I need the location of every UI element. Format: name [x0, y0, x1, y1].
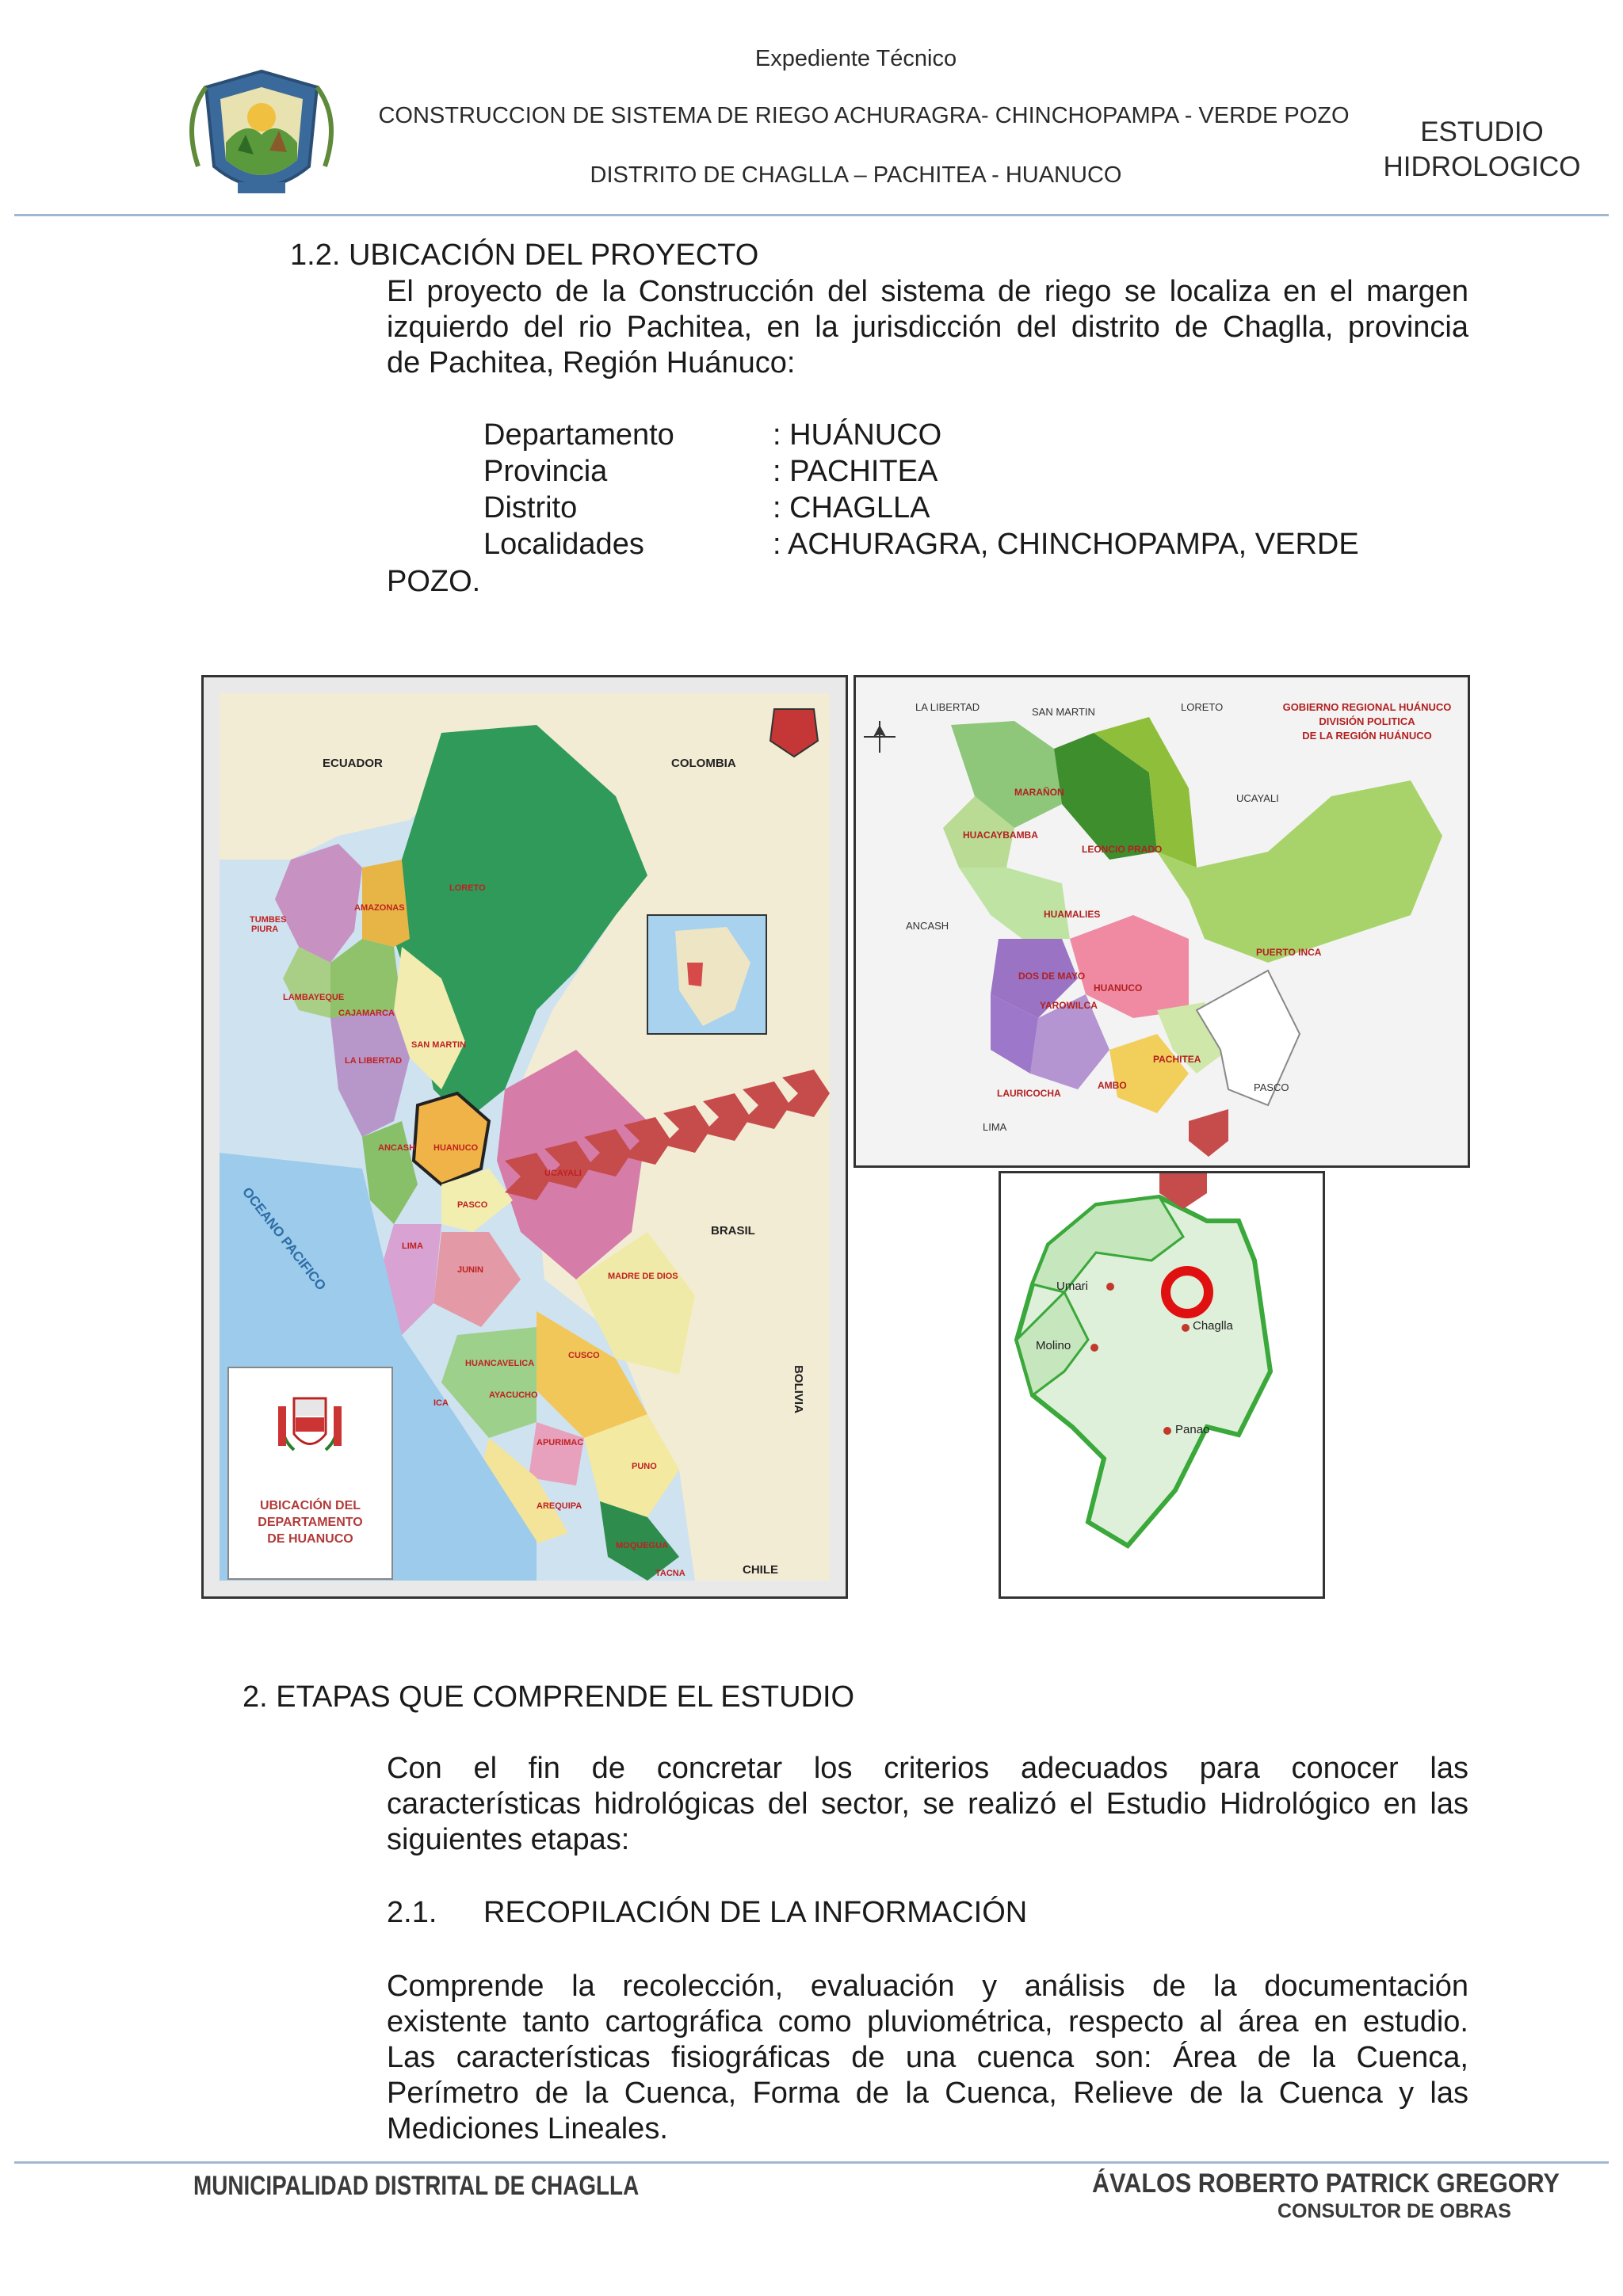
huanuco-region-map	[854, 675, 1470, 1168]
region-map-province-label: PUERTO INCA	[1256, 947, 1322, 958]
section-2-para-line1: Con el fin de concretar los criterios adecuados para conocer las	[387, 1752, 1468, 1785]
peru-map-neighbor-label: COLOMBIA	[671, 757, 736, 770]
peru-map-neighbor-label: CHILE	[743, 1563, 778, 1577]
region-map-province-label: YAROWILCA	[1040, 1000, 1098, 1011]
peru-map-dept-label: ICA	[433, 1398, 449, 1408]
region-map-province-label: DOS DE MAYO	[1018, 971, 1086, 982]
region-map-province-label: HUAMALIES	[1044, 909, 1101, 920]
subsection-2-1-para-line5: Mediciones Lineales.	[387, 2112, 668, 2145]
section-1-2-heading: 1.2. UBICACIÓN DEL PROYECTO	[290, 238, 759, 272]
region-map-neighbor-label: PASCO	[1254, 1081, 1289, 1093]
location-label: Departamento	[483, 418, 674, 452]
location-value: : PACHITEA	[773, 455, 938, 488]
header-title: Expediente Técnico	[754, 46, 957, 71]
peru-map-dept-label: TUMBES	[250, 915, 287, 925]
peru-map-dept-label: CAJAMARCA	[338, 1009, 395, 1018]
header-study-line1: ESTUDIO	[1420, 116, 1544, 147]
peru-map-dept-label: PUNO	[632, 1462, 657, 1471]
subsection-2-1-para-line2: existente tanto cartográfica como pluviométrica, respecto al área en estudio.	[387, 2005, 1468, 2039]
peru-map	[201, 675, 848, 1599]
peru-map-legend-line2: DEPARTAMENTO	[258, 1516, 363, 1529]
region-map-province-label: AMBO	[1098, 1080, 1127, 1091]
peru-map-neighbor-label: BOLIVIA	[791, 1365, 805, 1413]
region-map-title-line1: GOBIERNO REGIONAL HUÁNUCO	[1282, 701, 1452, 713]
municipal-logo	[182, 55, 341, 206]
region-map-province-label: PACHITEA	[1153, 1054, 1201, 1065]
peru-map-legend-line3: DE HUANUCO	[267, 1532, 353, 1546]
subsection-2-1-para-line3: Las características fisiográficas de una cuenca son: Área de la Cuenca,	[387, 2041, 1468, 2074]
region-map-title-line3: DE LA REGIÓN HUÁNUCO	[1302, 730, 1432, 742]
region-map-neighbor-label: LIMA	[983, 1121, 1007, 1133]
peru-map-dept-label: PASCO	[457, 1200, 488, 1210]
peru-map-dept-label: LAMBAYEQUE	[283, 993, 345, 1002]
section-1-2-para-line2: izquierdo del rio Pachitea, en la jurisdicción del distrito de Chaglla, provincia	[387, 311, 1468, 344]
footer-consultant-name: ÁVALOS ROBERTO PATRICK GREGORY	[1092, 2168, 1560, 2199]
subsection-2-1-para-line1: Comprende la recolección, evaluación y análisis de la documentación	[387, 1970, 1468, 2003]
section-1-2-para-line3: de Pachitea, Región Huánuco:	[387, 346, 796, 379]
region-map-province-label: HUACAYBAMBA	[963, 830, 1038, 841]
peru-map-dept-label: MADRE DE DIOS	[608, 1272, 678, 1281]
region-map-neighbor-label: LA LIBERTAD	[915, 701, 980, 713]
peru-map-neighbor-label: ECUADOR	[323, 757, 383, 770]
peru-map-legend	[227, 1367, 393, 1580]
location-value: : HUÁNUCO	[773, 418, 942, 452]
region-map-neighbor-label: UCAYALI	[1236, 792, 1279, 804]
header-district: DISTRITO DE CHAGLLA – PACHITEA - HUANUCO	[590, 162, 1122, 188]
peru-map-dept-label: TACNA	[655, 1569, 685, 1578]
subsection-2-1-number: 2.1.	[387, 1896, 437, 1929]
subsection-2-1-para-line4: Perímetro de la Cuenca, Forma de la Cuenca, Relieve de la Cuenca y las	[387, 2077, 1468, 2110]
peru-map-dept-label: AYACUCHO	[489, 1390, 538, 1400]
header-project-name: CONSTRUCCION DE SISTEMA DE RIEGO ACHURAGRA- CHINCHOPAMPA - VERDE POZO	[378, 103, 1350, 128]
peru-map-dept-label: CUSCO	[568, 1351, 600, 1360]
section-2-heading: 2. ETAPAS QUE COMPRENDE EL ESTUDIO	[242, 1680, 855, 1714]
footer-rule	[14, 2161, 1609, 2164]
footer-municipality: MUNICIPALIDAD DISTRITAL DE CHAGLLA	[193, 2171, 640, 2201]
peru-map-legend-line1: UBICACIÓN DEL	[259, 1499, 361, 1512]
region-map-title-line2: DIVISIÓN POLITICA	[1319, 715, 1415, 727]
peru-map-dept-label: PIURA	[251, 925, 279, 934]
location-label: Localidades	[483, 528, 644, 561]
region-map-neighbor-label: SAN MARTIN	[1032, 706, 1095, 718]
district-map-place-label: Panao	[1175, 1423, 1210, 1436]
region-map-province-label: MARAÑON	[1014, 787, 1064, 798]
section-2-para-line3: siguientes etapas:	[387, 1823, 630, 1856]
peru-map-dept-label: HUANUCO	[433, 1143, 479, 1153]
district-map-place-label: Molino	[1036, 1339, 1071, 1352]
district-map-place-label: Umari	[1056, 1280, 1088, 1293]
region-map-province-label: HUANUCO	[1094, 982, 1143, 994]
location-label: Provincia	[483, 455, 608, 488]
region-map-neighbor-label: LORETO	[1181, 701, 1224, 713]
header-rule	[14, 214, 1609, 216]
region-map-province-label: LAURICOCHA	[997, 1088, 1061, 1099]
region-map-neighbor-label: ANCASH	[906, 920, 949, 932]
location-continuation: POZO.	[387, 565, 481, 598]
peru-map-dept-label: LORETO	[449, 883, 486, 893]
peru-map-dept-label: LA LIBERTAD	[345, 1056, 403, 1066]
peru-map-dept-label: APURIMAC	[537, 1438, 584, 1447]
location-value: : ACHURAGRA, CHINCHOPAMPA, VERDE	[773, 528, 1359, 561]
section-1-2-para-line1: El proyecto de la Construcción del sistema de riego se localiza en el margen	[387, 275, 1468, 308]
peru-map-dept-label: AMAZONAS	[354, 903, 405, 913]
location-value: : CHAGLLA	[773, 491, 930, 524]
peru-map-dept-label: AREQUIPA	[537, 1501, 582, 1511]
peru-map-dept-label: UCAYALI	[544, 1169, 582, 1178]
peru-map-dept-label: ANCASH	[378, 1143, 416, 1153]
region-map-province-label: LEONCIO PRADO	[1082, 844, 1163, 855]
peru-map-neighbor-label: BRASIL	[711, 1224, 755, 1238]
peru-map-dept-label: MOQUEGUA	[616, 1541, 668, 1550]
peru-coat-of-arms-icon	[278, 1390, 342, 1462]
chaglla-district-map	[999, 1171, 1325, 1599]
district-map-place-label: Chaglla	[1193, 1319, 1233, 1333]
peru-map-dept-label: LIMA	[402, 1241, 423, 1251]
section-2-para-line2: características hidrológicas del sector, se realizó el Estudio Hidrológico en las	[387, 1787, 1468, 1821]
peru-map-dept-label: SAN MARTIN	[411, 1040, 467, 1050]
location-label: Distrito	[483, 491, 578, 524]
footer-consultant-role: CONSULTOR DE OBRAS	[1277, 2200, 1511, 2222]
peru-map-dept-label: HUANCAVELICA	[465, 1359, 535, 1368]
peru-map-dept-label: JUNIN	[457, 1265, 484, 1275]
header-study-label	[1363, 115, 1601, 185]
peru-map-ocean-label: OCEANO PACIFICO	[239, 1184, 330, 1294]
subsection-2-1-heading: RECOPILACIÓN DE LA INFORMACIÓN	[483, 1896, 1028, 1929]
header-study-line2: HIDROLOGICO	[1383, 151, 1581, 182]
